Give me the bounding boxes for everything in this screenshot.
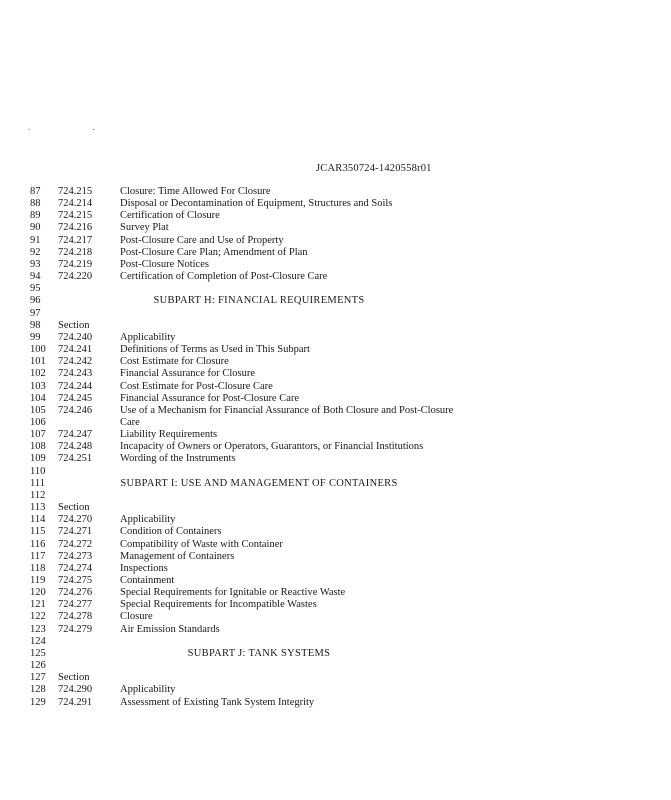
corner-mark: . . [28, 122, 125, 132]
section-title: Post-Closure Care and Use of Property [120, 234, 284, 246]
line-number: 113 [30, 502, 46, 514]
line-number: 114 [30, 514, 46, 526]
section-title: Closure: Time Allowed For Closure [120, 186, 271, 197]
section-number: 724.215 [58, 210, 93, 222]
section-title: Special Requirements for Ignitable or Reactive Waste [120, 587, 346, 599]
document-line [0, 429, 671, 441]
section-title: Certification of Completion of Post-Closure Care [120, 271, 328, 283]
section-number: 724.248 [58, 441, 93, 453]
section-title: Assessment of Existing Tank System Integrity [120, 696, 315, 708]
line-number: 108 [30, 441, 46, 453]
section-number: 724.217 [58, 234, 93, 246]
document-line [0, 551, 671, 563]
section-number: 724.246 [58, 404, 93, 416]
section-title: Definitions of Terms as Used in This Subpart [120, 344, 310, 356]
document-line [0, 356, 671, 368]
document-header-code: JCAR350724-1420558r01 [316, 163, 432, 174]
document-line [0, 381, 671, 393]
document-line [0, 441, 671, 453]
section-title: Applicability [120, 514, 176, 526]
line-number: 128 [30, 684, 46, 696]
document-line [0, 514, 671, 526]
line-number: 88 [30, 198, 41, 210]
line-number: 110 [30, 465, 46, 477]
line-number: 112 [30, 489, 46, 501]
document-line [0, 611, 671, 623]
section-number: 724.290 [58, 684, 93, 696]
document-line [0, 308, 671, 320]
line-number: 126 [30, 660, 46, 672]
section-title: Disposal or Decontamination of Equipment, Structures and Soils [120, 198, 393, 210]
line-number: 125 [30, 647, 46, 659]
document-line [0, 186, 671, 198]
document-line [0, 222, 671, 234]
section-number: 724.219 [58, 258, 93, 270]
document-line [0, 283, 671, 295]
line-number: 91 [30, 234, 41, 246]
document-line [0, 697, 671, 709]
line-number: 117 [30, 550, 46, 562]
line-number: 90 [30, 222, 41, 234]
section-number: 724.271 [58, 526, 93, 538]
section-number: 724.240 [58, 331, 93, 343]
subpart-heading-line [0, 648, 671, 660]
subpart-heading-line [0, 295, 671, 307]
section-number: 724.277 [58, 599, 93, 611]
line-number: 109 [30, 453, 46, 465]
section-title: Financial Assurance for Closure [120, 368, 256, 380]
document-line [0, 453, 671, 465]
section-title: Containment [120, 575, 175, 586]
section-title: Cost Estimate for Post-Closure Care [120, 380, 273, 392]
document-line [0, 210, 671, 222]
section-title: Closure [120, 611, 153, 623]
line-number: 105 [30, 404, 46, 416]
line-number: 97 [30, 307, 41, 319]
section-title: Care [120, 416, 140, 428]
section-title: Cost Estimate for Closure [120, 356, 229, 368]
document-line [0, 271, 671, 283]
section-number: 724.243 [58, 368, 93, 380]
section-title: Compatibility of Waste with Container [120, 538, 283, 550]
section-title: Condition of Containers [120, 526, 222, 538]
section-number: 724.276 [58, 587, 93, 599]
section-title: Use of a Mechanism for Financial Assurance of Both Closure and Post-Closure [120, 404, 454, 416]
section-number: 724.214 [58, 198, 93, 210]
subpart-heading-line [0, 478, 671, 490]
section-title: Special Requirements for Incompatible Wastes [120, 599, 317, 611]
section-title: Post-Closure Care Plan; Amendment of Plan [120, 246, 308, 258]
section-title: Incapacity of Owners or Operators, Guarantors, or Financial Institutions [120, 441, 424, 453]
document-line [0, 466, 671, 478]
line-number: 96 [30, 295, 41, 307]
line-number: 101 [30, 356, 46, 368]
section-number: 724.279 [58, 623, 93, 635]
section-number: Section [58, 319, 90, 331]
section-number: 724.216 [58, 222, 93, 234]
line-number: 103 [30, 380, 46, 392]
section-number: 724.241 [58, 344, 93, 356]
line-number: 119 [30, 575, 46, 586]
document-line [0, 672, 671, 684]
section-number: 724.272 [58, 538, 93, 550]
section-number: 724.218 [58, 246, 93, 258]
line-number: 118 [30, 562, 46, 574]
section-title: Liability Requirements [120, 429, 218, 441]
document-line [0, 393, 671, 405]
subpart-heading: SUBPART J: TANK SYSTEMS [187, 647, 331, 659]
section-number: 724.275 [58, 575, 93, 586]
section-title: Post-Closure Notices [120, 258, 209, 270]
line-number: 106 [30, 416, 46, 428]
line-number: 100 [30, 344, 46, 356]
section-number: 724.247 [58, 429, 93, 441]
line-number: 121 [30, 599, 46, 611]
document-line [0, 490, 671, 502]
section-title: Inspections [120, 562, 168, 574]
section-title: Air Emission Standards [120, 623, 220, 635]
document-line [0, 368, 671, 380]
document-line [0, 247, 671, 259]
line-number: 87 [30, 186, 41, 197]
line-number: 123 [30, 623, 46, 635]
line-number: 89 [30, 210, 41, 222]
section-number: 724.244 [58, 380, 93, 392]
section-title: Management of Containers [120, 550, 235, 562]
line-number: 116 [30, 538, 46, 550]
line-number: 122 [30, 611, 46, 623]
document-line [0, 526, 671, 538]
section-number: 724.215 [58, 186, 93, 197]
document-line [0, 502, 671, 514]
subpart-heading: SUBPART I: USE AND MANAGEMENT OF CONTAINERS [120, 477, 398, 489]
line-number: 124 [30, 635, 46, 647]
line-number: 92 [30, 246, 41, 258]
line-number: 115 [30, 526, 46, 538]
document-line [0, 235, 671, 247]
document-line [0, 417, 671, 429]
section-number: 724.273 [58, 550, 93, 562]
section-number: 724.251 [58, 453, 93, 465]
section-number: 724.220 [58, 271, 93, 283]
section-number: 724.242 [58, 356, 93, 368]
document-line [0, 587, 671, 599]
line-number: 129 [30, 696, 46, 708]
document-line [0, 344, 671, 356]
document-line [0, 198, 671, 210]
section-number: Section [58, 672, 90, 684]
section-title: Applicability [120, 331, 176, 343]
section-title: Survey Plat [120, 222, 169, 234]
line-number: 95 [30, 283, 41, 295]
document-line [0, 539, 671, 551]
line-number: 98 [30, 319, 41, 331]
document-line [0, 332, 671, 344]
line-list [0, 186, 671, 709]
line-number: 111 [30, 477, 45, 489]
document-line [0, 405, 671, 417]
document-line [0, 563, 671, 575]
section-title: Wording of the Instruments [120, 453, 236, 465]
document-line [0, 624, 671, 636]
section-title: Financial Assurance for Post-Closure Care [120, 392, 300, 404]
line-number: 107 [30, 429, 46, 441]
section-number: 724.270 [58, 514, 93, 526]
line-number: 99 [30, 331, 41, 343]
line-number: 102 [30, 368, 46, 380]
document-line [0, 575, 671, 587]
line-number: 94 [30, 271, 41, 283]
line-number: 127 [30, 672, 46, 684]
section-title: Certification of Closure [120, 210, 220, 222]
section-number: 724.291 [58, 696, 93, 708]
document-line [0, 636, 671, 648]
subpart-heading: SUBPART H: FINANCIAL REQUIREMENTS [153, 295, 365, 307]
line-number: 93 [30, 258, 41, 270]
document-line [0, 259, 671, 271]
document-line [0, 660, 671, 672]
document-line [0, 599, 671, 611]
line-number: 120 [30, 587, 46, 599]
section-number: 724.245 [58, 392, 93, 404]
section-number: Section [58, 502, 90, 514]
line-number: 104 [30, 392, 46, 404]
section-number: 724.274 [58, 562, 93, 574]
section-number: 724.278 [58, 611, 93, 623]
section-title: Applicability [120, 684, 176, 696]
document-line [0, 684, 671, 696]
document-line [0, 320, 671, 332]
